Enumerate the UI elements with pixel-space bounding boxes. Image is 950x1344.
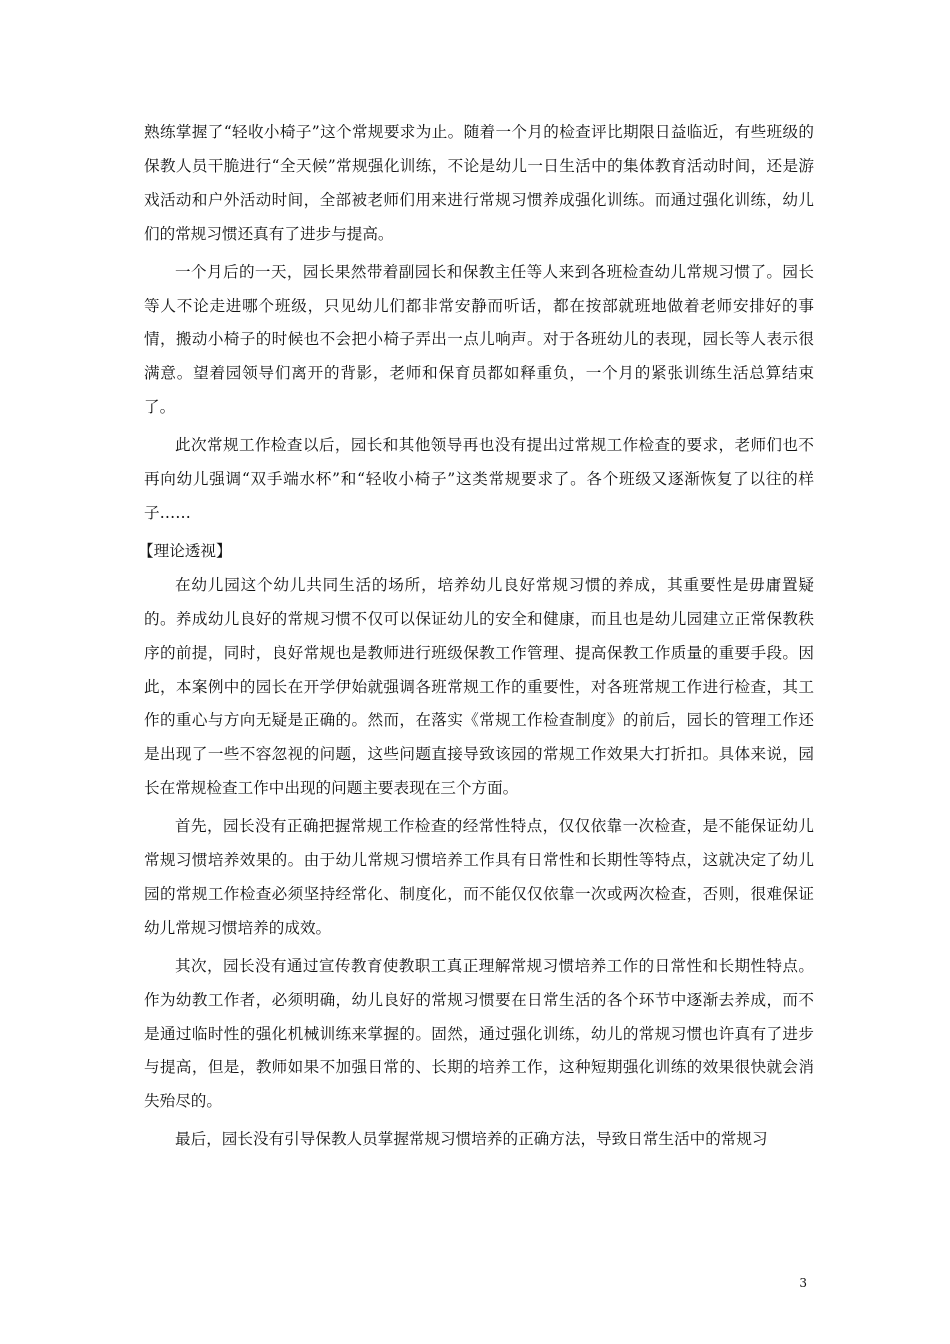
paragraph-6: 其次，园长没有通过宣传教育使教职工真正理解常规习惯培养工作的日常性和长期性特点。作为幼教工作者，必须明确，幼儿良好的常规习惯要在日常生活的各个环节中逐渐去养成，而不是通过临时性的强化机械训练来掌握的。固然，通过强化训练，幼儿的常规习惯也许真有了进步与提高，但是，教师如果不加强日常的、长期的培养工作，这种短期强化训练的效果很快就会消失殆尽的。 <box>144 956 814 1111</box>
paragraph-2: 一个月后的一天，园长果然带着副园长和保教主任等人来到各班检查幼儿常规习惯了。园长等人不论走进哪个班级，只见幼儿们都非常安静而听话，都在按部就班地做着老师安排好的事情，搬动小椅子的时候也不会把小椅子弄出一点儿响声。对于各班幼儿的表现，园长等人表示很满意。望着园领导们离开的背影，老师和保育员都如释重负，一个月的紧张训练生活总算结束了。 <box>144 262 814 417</box>
paragraph-3: 此次常规工作检查以后，园长和其他领导再也没有提出过常规工作检查的要求，老师们也不再向幼儿强调“双手端水杯”和“轻收小椅子”这类常规要求了。各个班级又逐渐恢复了以往的样子…… <box>144 436 814 522</box>
page-number: 3 <box>799 1276 807 1290</box>
paragraph-1: 熟练掌握了“轻收小椅子”这个常规要求为止。随着一个月的检查评比期限日益临近，有些班级的保教人员干脆进行“全天候”常规强化训练，不论是幼儿一日生活中的集体教育活动时间，还是游戏活动和户外活动时间，全部被老师们用来进行常规习惯养成强化训练。而通过强化训练，幼儿们的常规习惯还真有了进步与提高。 <box>144 123 814 243</box>
paragraph-5: 首先，园长没有正确把握常规工作检查的经常性特点，仅仅依靠一次检查，是不能保证幼儿常规习惯培养效果的。由于幼儿常规习惯培养工作具有日常性和长期性等特点，这就决定了幼儿园的常规工作检查必须坚持经常化、制度化，而不能仅仅依靠一次或两次检查，否则，很难保证幼儿常规习惯培养的成效。 <box>144 817 814 937</box>
paragraph-4: 在幼儿园这个幼儿共同生活的场所，培养幼儿良好常规习惯的养成，其重要性是毋庸置疑的。养成幼儿良好的常规习惯不仅可以保证幼儿的安全和健康，而且也是幼儿园建立正常保教秩序的前提，同时，良好常规也是教师进行班级保教工作管理、提高保教工作质量的重要手段。因此，本案例中的园长在开学伊始就强调各班常规工作的重要性，对各班常规工作进行检查，其工作的重心与方向无疑是正确的。然而，在落实《常规工作检查制度》的前后，园长的管理工作还是出现了一些不容忽视的问题，这些问题直接导致该园的常规工作效果大打折扣。具体来说，园长在常规检查工作中出现的问题主要表现在三个方面。 <box>144 575 814 798</box>
section-heading: 【理论透视】 <box>138 541 232 560</box>
document-body <box>138 116 814 1161</box>
paragraph-7: 最后，园长没有引导保教人员掌握常规习惯培养的正确方法，导致日常生活中的常规习 <box>175 1130 768 1149</box>
